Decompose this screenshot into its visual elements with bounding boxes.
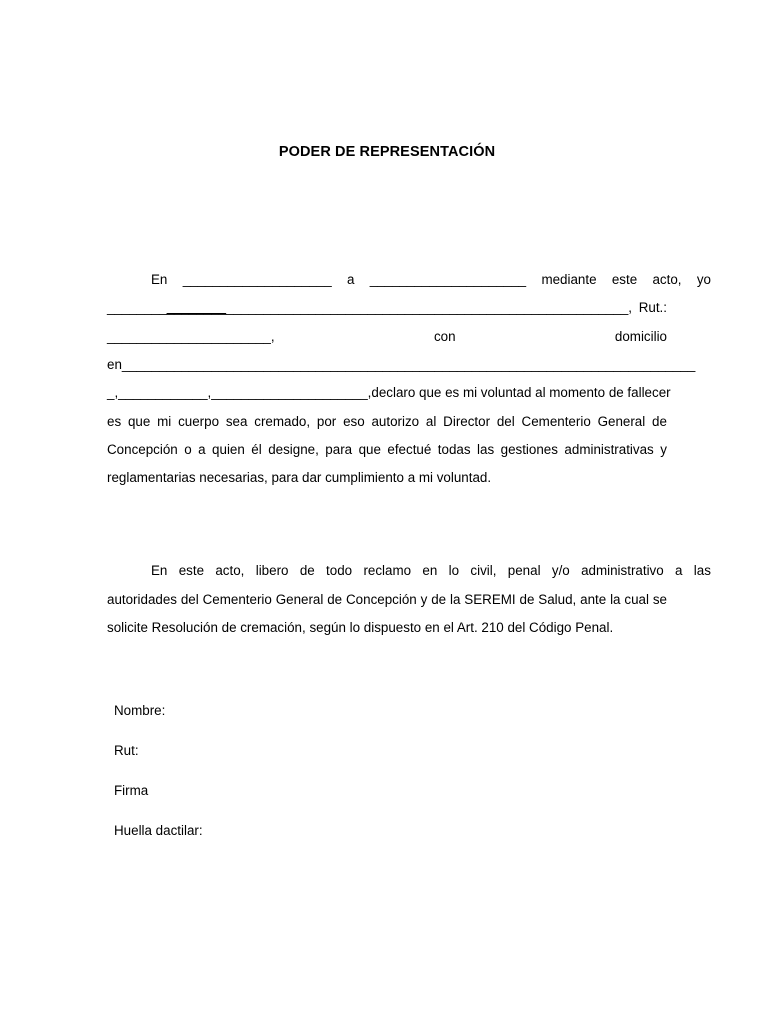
- text-segment: este: [611, 272, 638, 287]
- paragraph-1-line-8: reglamentarias necesarias, para dar cumplimiento a mi voluntad.: [107, 470, 492, 485]
- word: este: [178, 563, 205, 578]
- word: En: [151, 563, 168, 578]
- word: eso: [343, 414, 365, 429]
- word: a: [675, 563, 683, 578]
- word: la: [610, 592, 621, 607]
- word: lo: [448, 563, 460, 578]
- rut-label: Rut.:: [638, 300, 667, 315]
- word: él: [251, 442, 262, 457]
- word: efectué: [387, 442, 432, 457]
- word: General: [597, 414, 646, 429]
- word: y: [420, 592, 428, 607]
- blank-part: ________: [107, 300, 167, 315]
- blank-city: _____________________: [369, 272, 527, 287]
- paragraph-1-line-5: [107, 384, 671, 402]
- paragraph-1-line-6: [107, 413, 667, 431]
- word: a: [198, 442, 206, 457]
- word: de: [327, 592, 343, 607]
- word: para: [325, 442, 353, 457]
- word: civil,: [470, 563, 497, 578]
- word: las: [477, 442, 495, 457]
- word: Concepción: [107, 442, 178, 457]
- word: que: [127, 414, 151, 429]
- word: de: [519, 592, 535, 607]
- text-segment: domicilio: [614, 329, 667, 344]
- word: la: [449, 592, 461, 607]
- text-segment: En: [151, 272, 168, 287]
- text-segment: acto,: [652, 272, 682, 287]
- word: todas: [437, 442, 471, 457]
- blank-part: ________: [166, 300, 227, 315]
- word: o: [184, 442, 192, 457]
- text-segment: con: [433, 329, 456, 344]
- paragraph-1-line-7: [107, 441, 667, 459]
- word: Concepción: [346, 592, 417, 607]
- word: libero: [255, 563, 289, 578]
- text-segment: ,declaro que es mi voluntad al momento de fallecer: [367, 385, 671, 400]
- word: es: [107, 414, 122, 429]
- document-title: PODER DE REPRESENTACIÓN: [278, 144, 496, 160]
- word: del: [496, 414, 515, 429]
- word: Cementerio: [521, 414, 591, 429]
- blank-address: _,____________,_____________________: [107, 385, 368, 400]
- word: cuerpo: [178, 414, 220, 429]
- blank-part: ______________________________________________________,: [226, 300, 633, 315]
- word: administrativo: [581, 563, 664, 578]
- word: que: [358, 442, 381, 457]
- word: cual: [624, 592, 649, 607]
- rut-field-label: Rut:: [114, 743, 139, 758]
- blank-name: [107, 299, 632, 317]
- word: sea: [225, 414, 248, 429]
- firma-label: Firma: [114, 783, 149, 798]
- word: penal: [507, 563, 541, 578]
- word: reclamo: [363, 563, 412, 578]
- word: SEREMI: [464, 592, 516, 607]
- word: se: [652, 592, 667, 607]
- blank-date: ____________________: [182, 272, 332, 287]
- word: Director: [443, 414, 491, 429]
- word: cremado,: [254, 414, 311, 429]
- text-segment: a: [346, 272, 355, 287]
- word: ante: [580, 592, 607, 607]
- word: autorizo: [371, 414, 420, 429]
- word: designe,: [268, 442, 319, 457]
- word: y/o: [551, 563, 570, 578]
- paragraph-2-line-1: [107, 562, 711, 580]
- word: de: [652, 414, 667, 429]
- word: gestiones: [500, 442, 558, 457]
- paragraph-1-line-1: [107, 271, 711, 289]
- huella-dactilar-label: Huella dactilar:: [114, 823, 203, 838]
- word: mi: [157, 414, 172, 429]
- word: las: [693, 563, 711, 578]
- word: por: [316, 414, 337, 429]
- word: al: [425, 414, 437, 429]
- paragraph-2-line-2: [107, 591, 667, 609]
- word: General: [275, 592, 324, 607]
- word: de: [431, 592, 447, 607]
- word: del: [180, 592, 199, 607]
- word: en: [422, 563, 438, 578]
- word: Cementerio: [202, 592, 272, 607]
- paragraph-1-line-2: [107, 299, 667, 317]
- text-segment: yo: [696, 272, 711, 287]
- blank-rut: ______________________,: [107, 329, 275, 344]
- paragraph-1-line-3: [107, 328, 667, 346]
- word: de: [299, 563, 315, 578]
- word: administrativas: [564, 442, 654, 457]
- word: y: [660, 442, 667, 457]
- paragraph-2-line-3: solicite Resolución de cremación, según lo dispuesto en el Art. 210 del Código Penal.: [107, 620, 614, 635]
- word: acto,: [215, 563, 245, 578]
- word: todo: [326, 563, 353, 578]
- word: quien: [212, 442, 245, 457]
- nombre-label: Nombre:: [114, 703, 166, 718]
- word: Salud,: [538, 592, 577, 607]
- word: autoridades: [107, 592, 177, 607]
- paragraph-1-line-4: en_____________________________________________________________________________: [107, 357, 696, 372]
- text-segment: mediante: [541, 272, 597, 287]
